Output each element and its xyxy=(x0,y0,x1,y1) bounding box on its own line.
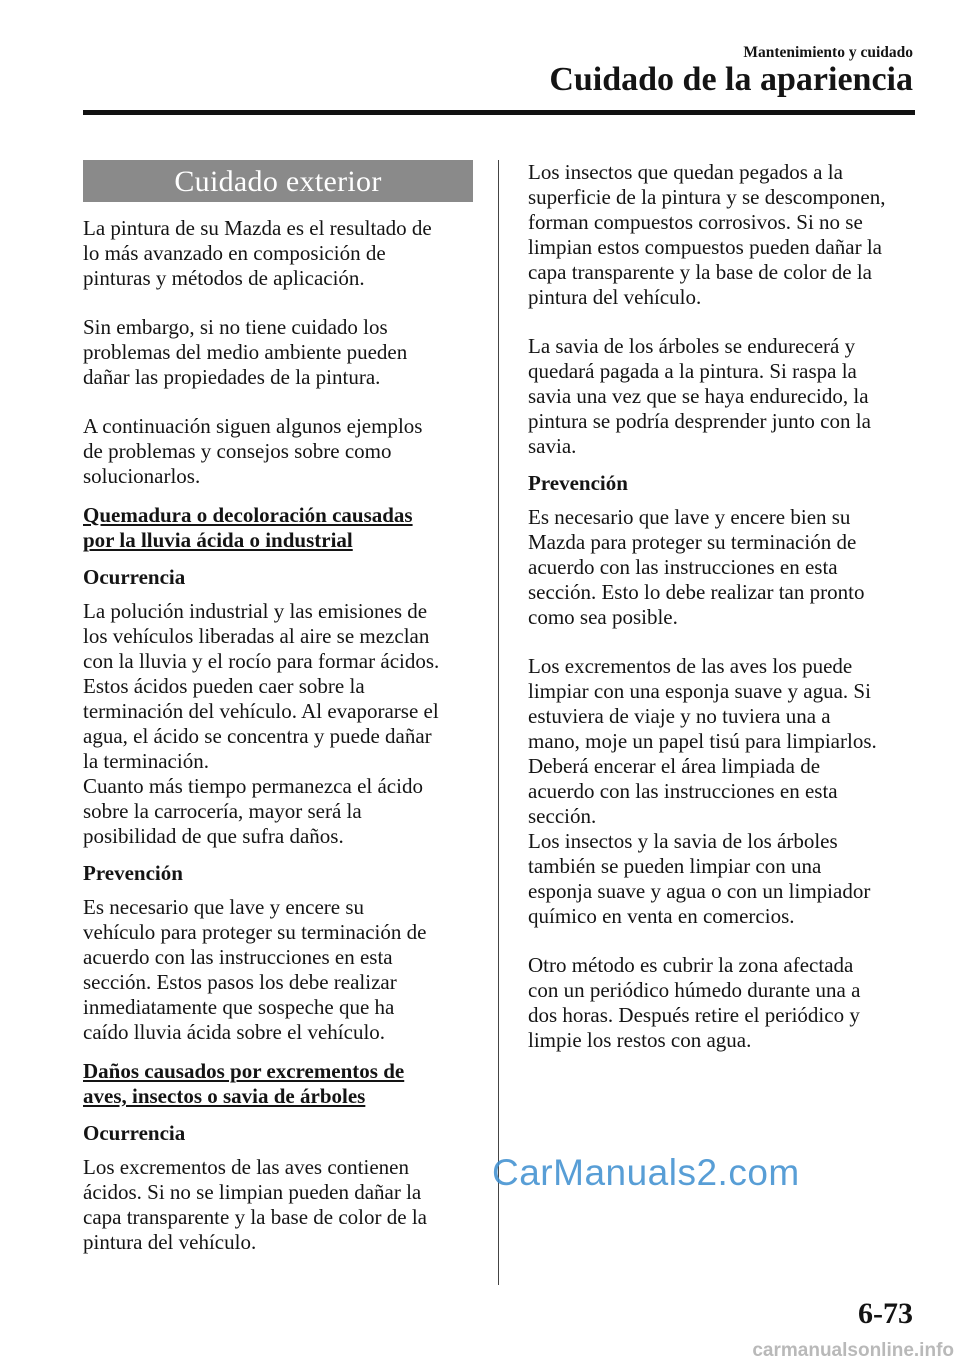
droppings-occurrence-text: Los excrementos de las aves contienen ácidos. Si no se limpian pueden dañar la capa transparente y la base de color de la pintura del vehículo. xyxy=(83,1155,427,1254)
label-prevention-1: Prevención xyxy=(83,861,183,885)
subheading-acid-rain: Quemadura o decoloración causadas por la lluvia ácida o industrial xyxy=(83,503,413,552)
intro-paragraph-2: Sin embargo, si no tiene cuidado los problemas del medio ambiente pueden dañar las propiedades de la pintura. xyxy=(83,315,408,389)
acid-rain-occurrence-text: La polución industrial y las emisiones de los vehículos liberadas al aire se mezclan con la lluvia y el rocío para formar ácidos. Estos ácidos pueden caer sobre la terminación del vehículo. Al evaporarse el agua, el ácido se concentra y puede dañar la terminación. Cuanto más tiempo permanezca el ácido sobre la carrocería, mayor será la posibilidad de que sufra daños. xyxy=(83,599,440,848)
subheading-bird-droppings: Daños causados por excrementos de aves, insectos o savia de árboles xyxy=(83,1059,405,1108)
intro-paragraph-1: La pintura de su Mazda es el resultado de lo más avanzado en composición de pinturas y métodos de aplicación. xyxy=(83,216,432,290)
chapter-title: Mantenimiento y cuidado xyxy=(743,44,913,61)
cleaning-paragraph: Los excrementos de las aves los puede limpiar con una esponja suave y agua. Si estuviera de viaje y no tuviera una a mano, moje un papel tisú para limpiarlos. Deberá encerar el área limpiada de acuerdo con las instrucciones en esta sección. Los insectos y la savia de los árboles también se pueden limpiar con una esponja suave y agua o con un limpiador químico en venta en comercios. xyxy=(528,654,877,928)
watermark-logo: CarManuals2.com xyxy=(492,1152,800,1193)
intro-paragraph-3: A continuación siguen algunos ejemplos de problemas y consejos sobre como solucionarlos. xyxy=(83,414,423,488)
footer-watermark: carmanualsonline.info xyxy=(752,1340,954,1361)
insects-paragraph: Los insectos que quedan pegados a la superficie de la pintura y se descomponen, forman compuestos corrosivos. Si no se limpian estos compuestos pueden dañar la capa transparente y la base de color de la pintura del vehículo. xyxy=(528,160,886,309)
left-column xyxy=(83,160,473,1279)
right-column xyxy=(528,160,923,1077)
label-occurrence-1: Ocurrencia xyxy=(83,565,186,589)
label-occurrence-2: Ocurrencia xyxy=(83,1121,186,1145)
tree-sap-paragraph: La savia de los árboles se endurecerá y quedará pagada a la pintura. Si raspa la savia una vez que se haya endurecido, la pintura se podría desprender junto con la savia. xyxy=(528,334,871,458)
acid-rain-prevention-text: Es necesario que lave y encere su vehículo para proteger su terminación de acuerdo con las instrucciones en esta sección. Estos pasos los debe realizar inmediatamente que sospeche que ha caído lluvia ácida sobre el vehículo. xyxy=(83,895,427,1044)
section-banner: Cuidado exterior xyxy=(83,160,473,202)
newspaper-method-paragraph: Otro método es cubrir la zona afectada con un periódico húmedo durante una a dos horas. Después retire el periódico y limpie los restos con agua. xyxy=(528,953,861,1052)
column-divider xyxy=(498,160,499,1285)
label-prevention-2: Prevención xyxy=(528,471,628,495)
header-rule xyxy=(83,110,915,115)
page-title: Cuidado de la apariencia xyxy=(549,61,913,98)
page-number: 6-73 xyxy=(858,1297,913,1330)
prevention-wash-paragraph: Es necesario que lave y encere bien su Mazda para proteger su terminación de acuerdo con las instrucciones en esta sección. Esto lo debe realizar tan pronto como sea posible. xyxy=(528,505,865,629)
